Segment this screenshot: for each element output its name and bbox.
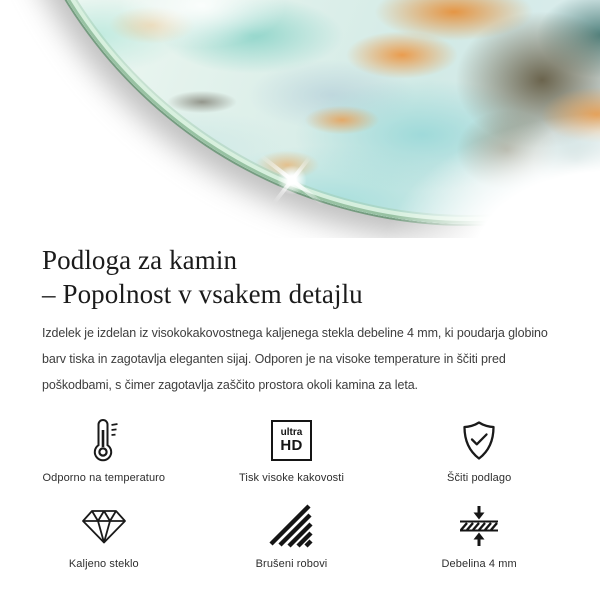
product-hero-image [0,0,600,238]
glass-disc-image [0,0,600,226]
feature-label: Ščiti podlago [447,472,512,485]
ultra-hd-text-top: ultra [280,426,303,438]
page-title-line1: Podloga za kamin [42,245,238,275]
page-title [42,243,560,311]
ultra-hd-text-bottom: HD [280,436,303,454]
ultra-hd-icon [271,416,312,464]
marble-artwork [0,0,600,226]
product-description-section [0,243,600,398]
feature-label: Odporno na temperaturo [42,472,166,485]
feature-thickness [385,502,573,570]
product-description: Izdelek je izdelan iz visokokakovostnega kaljenega stekla debeline 4 mm, ki poudarja globino barv tiska in zagotavlja eleganten sijaj. Odporen je na visoke temperature in ščiti pred poškodbami, s čimer zagotavlja zaščito prostora okoli kamina za leta. [42,326,548,393]
feature-print-quality [198,416,386,484]
feature-temperature [10,416,198,484]
feature-label: Brušeni robovi [255,558,328,571]
thickness-icon [456,502,502,550]
diamond-icon [81,502,127,550]
feature-label: Debelina 4 mm [441,558,517,571]
feature-label: Kaljeno steklo [68,558,139,571]
feature-grid [10,416,573,570]
page-title-line2: – Popolnost v vsakem detajlu [42,279,363,310]
feature-label: Tisk visoke kakovosti [238,472,344,485]
thermometer-icon [89,416,119,464]
beveled-edges-icon [269,502,313,550]
feature-protects-surface [385,416,573,484]
feature-ground-edges [198,502,386,570]
feature-tempered-glass [10,502,198,570]
shield-check-icon [458,416,500,464]
